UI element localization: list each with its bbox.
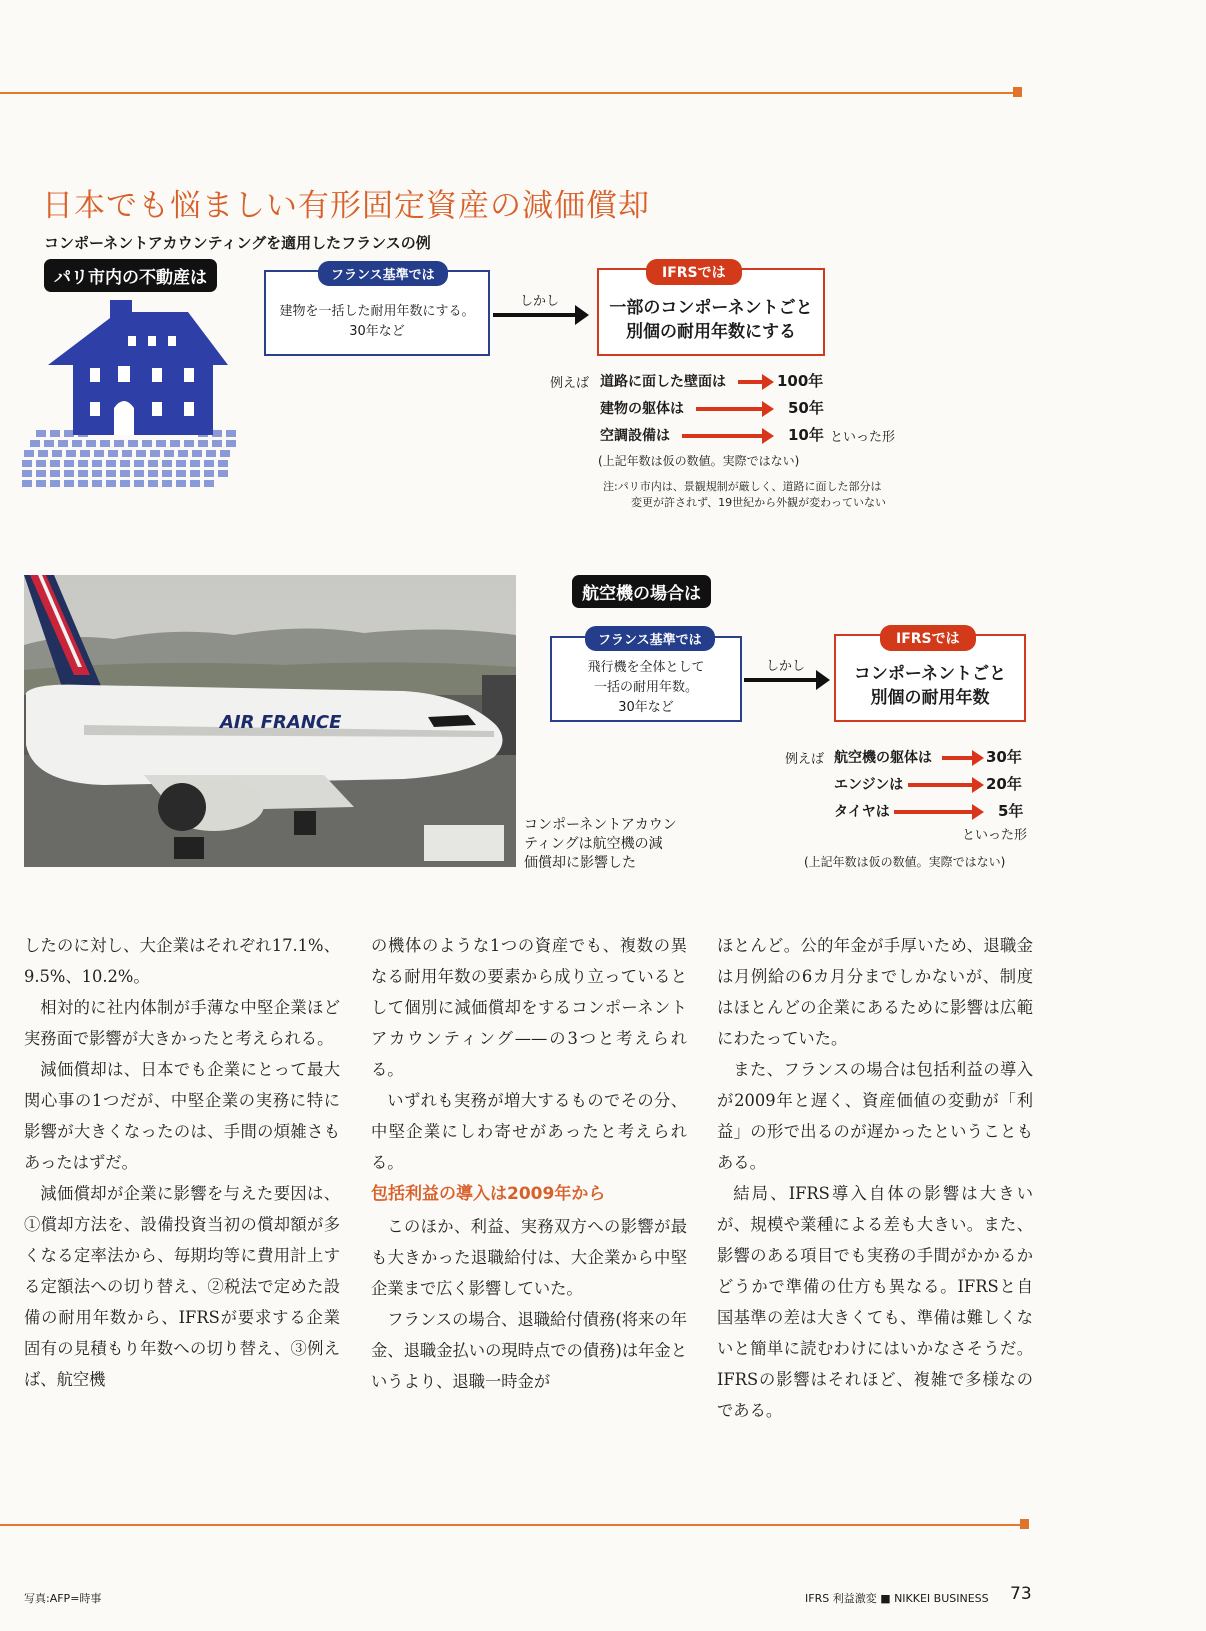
aircraft-fr-label: フランス基準では [585,626,715,651]
paris-example-arrow-3 [682,434,768,438]
aircraft-example-arrow-2 [908,783,978,787]
article-column-1 [24,930,340,1395]
article-column-3 [717,930,1033,1426]
top-rule-marker [1013,87,1022,97]
house-illustration [18,290,238,500]
paris-example-years-3: 10年 [788,426,824,444]
aircraft-example-item-3: タイヤは [834,804,890,820]
paris-examples-prefix: 例えば [550,376,590,391]
paris-however: しかし [520,294,560,309]
paris-fr-line-1: 建物を一括した耐用年数にする。 [279,304,475,319]
top-rule [0,92,1015,94]
aircraft-fr-line-3: 30年など [618,700,674,715]
col2-paragraph-2: いずれも実務が増大するものでその分、中堅企業にしわ寄せがあったと考えられる。 [371,1091,687,1172]
aircraft-example-years-1: 30年 [986,748,1022,766]
paris-tag: パリ市内の不動産は [44,259,217,292]
paris-fr-line-2: 30年など [349,324,405,339]
col2-paragraph-1: の機体のような1つの資産でも、複数の異なる耐用年数の要素から成り立っているとして個別に減価償却をするコンポーネントアカウンティング——の3つと考えられる。 [371,936,687,1079]
aircraft-however-arrow [744,678,826,682]
photo-caption-line-3: 価償却に影響した [524,855,636,871]
paris-ifrs-line-2: 別個の耐用年数にする [626,322,796,342]
aircraft-ifrs-line-1: コンポーネントごと [853,664,1007,684]
paris-however-arrow [493,313,585,317]
col2-subheading: 包括利益の導入は2009年から [371,1184,606,1204]
col3-paragraph-1: ほとんど。公的年金が手厚いため、退職金は月例給の6カ月分までしかないが、制度はほとんどの企業にあるために影響は広範にわたっていた。 [717,936,1033,1048]
aircraft-fr-line-1: 飛行機を全体として [587,660,705,675]
aircraft-ifrs-line-2: 別個の耐用年数 [870,688,990,708]
aircraft-caveat: (上記年数は仮の数値。実際ではない) [804,855,1006,869]
page-number: 73 [1010,1584,1032,1604]
col1-paragraph-4: 減価償却が企業に影響を与えた要因は、①償却方法を、設備投資当初の償却額が多くなる定率法から、毎期均等に費用計上する定額法への切り替え、②税法で定めた設備の耐用年数から、IFRSが要求する企業固有の見積もり年数への切り替え、③例えば、航空機 [24,1184,340,1389]
paris-note-line-1: 注:パリ市内は、景観規制が厳しく、道路に面した部分は [603,480,882,493]
paris-example-arrow-1 [738,380,768,384]
figure-subtitle: コンポーネントアカウンティングを適用したフランスの例 [44,234,431,252]
col1-paragraph-2: 相対的に社内体制が手薄な中堅企業ほど実務面で影響が大きかったと考えられる。 [24,998,340,1048]
photo-credit: 写真:AFP=時事 [24,1592,102,1605]
col3-paragraph-2: また、フランスの場合は包括利益の導入が2009年と遅く、資産価値の変動が「利益」の形で出るのが遅かったということもある。 [717,1060,1033,1172]
paris-note-line-2: 変更が許されず、19世紀から外観が変わっていない [631,496,887,509]
aircraft-suffix: といった形 [962,828,1028,843]
aircraft-example-item-1: 航空機の躯体は [834,750,932,766]
aircraft-however: しかし [766,659,806,674]
photo-caption-line-1: コンポーネントアカウン [524,817,677,833]
aircraft-fr-line-2: 一括の耐用年数。 [593,680,698,695]
aircraft-example-item-2: エンジンは [834,777,904,793]
paris-suffix: といった形 [830,430,896,445]
col3-paragraph-3: 結局、IFRS導入自体の影響は大きいが、規模や業種による差も大きい。また、影響のある項目でも実務の手間がかかるかどうかで準備の仕方も異なる。IFRSと自国基準の差は大きくても、準備は難しくないと簡単に読むわけにはいかなさそうだ。IFRSの影響はそれほど、複雑で多様なのである。 [717,1184,1033,1420]
paris-fr-label: フランス基準では [318,261,448,286]
aircraft-tag: 航空機の場合は [572,575,711,608]
paris-ifrs-line-1: 一部のコンポーネントごと [609,298,813,318]
running-title: IFRS 利益激変 ■ NIKKEI BUSINESS [805,1592,989,1605]
article-column-2 [371,930,687,1397]
figure-title: 日本でも悩ましい有形固定資産の減価償却 [42,188,650,224]
bottom-rule-marker [1020,1519,1029,1529]
col2-paragraph-4: フランスの場合、退職給付債務(将来の年金、退職金払いの現時点での債務)は年金というより、退職一時金が [371,1310,687,1391]
col1-paragraph-1: したのに対し、大企業はそれぞれ17.1%、9.5%、10.2%。 [24,936,340,986]
aircraft-examples-prefix: 例えば [785,752,825,767]
paris-example-arrow-2 [696,407,768,411]
aircraft-example-years-3: 5年 [998,802,1024,820]
paris-example-years-1: 100年 [777,372,824,390]
paris-example-years-2: 50年 [788,399,824,417]
aircraft-example-arrow-3 [894,810,978,814]
paris-ifrs-label: IFRSでは [646,259,742,285]
col1-paragraph-3: 減価償却は、日本でも企業にとって最大関心事の1つだが、中堅企業の実務に特に影響が大きくなったのは、手間の煩雑さもあったはずだ。 [24,1060,340,1172]
paris-example-item-2: 建物の躯体は [600,401,684,417]
paris-example-item-3: 空調設備は [600,428,670,444]
paris-caveat: (上記年数は仮の数値。実際ではない) [598,454,800,468]
paris-example-item-1: 道路に面した壁面は [600,374,726,390]
aircraft-ifrs-label: IFRSでは [880,625,976,651]
aircraft-example-arrow-1 [942,756,978,760]
photo-caption-line-2: ティングは航空機の減 [524,836,663,852]
col2-paragraph-3: このほか、利益、実務双方への影響が最も大きかった退職給付は、大企業から中堅企業まで広く影響していた。 [371,1217,687,1298]
aircraft-example-years-2: 20年 [986,775,1022,793]
air-france-photo [24,575,516,867]
photo-logo: AIR FRANCE [220,712,342,733]
bottom-rule [0,1524,1022,1526]
